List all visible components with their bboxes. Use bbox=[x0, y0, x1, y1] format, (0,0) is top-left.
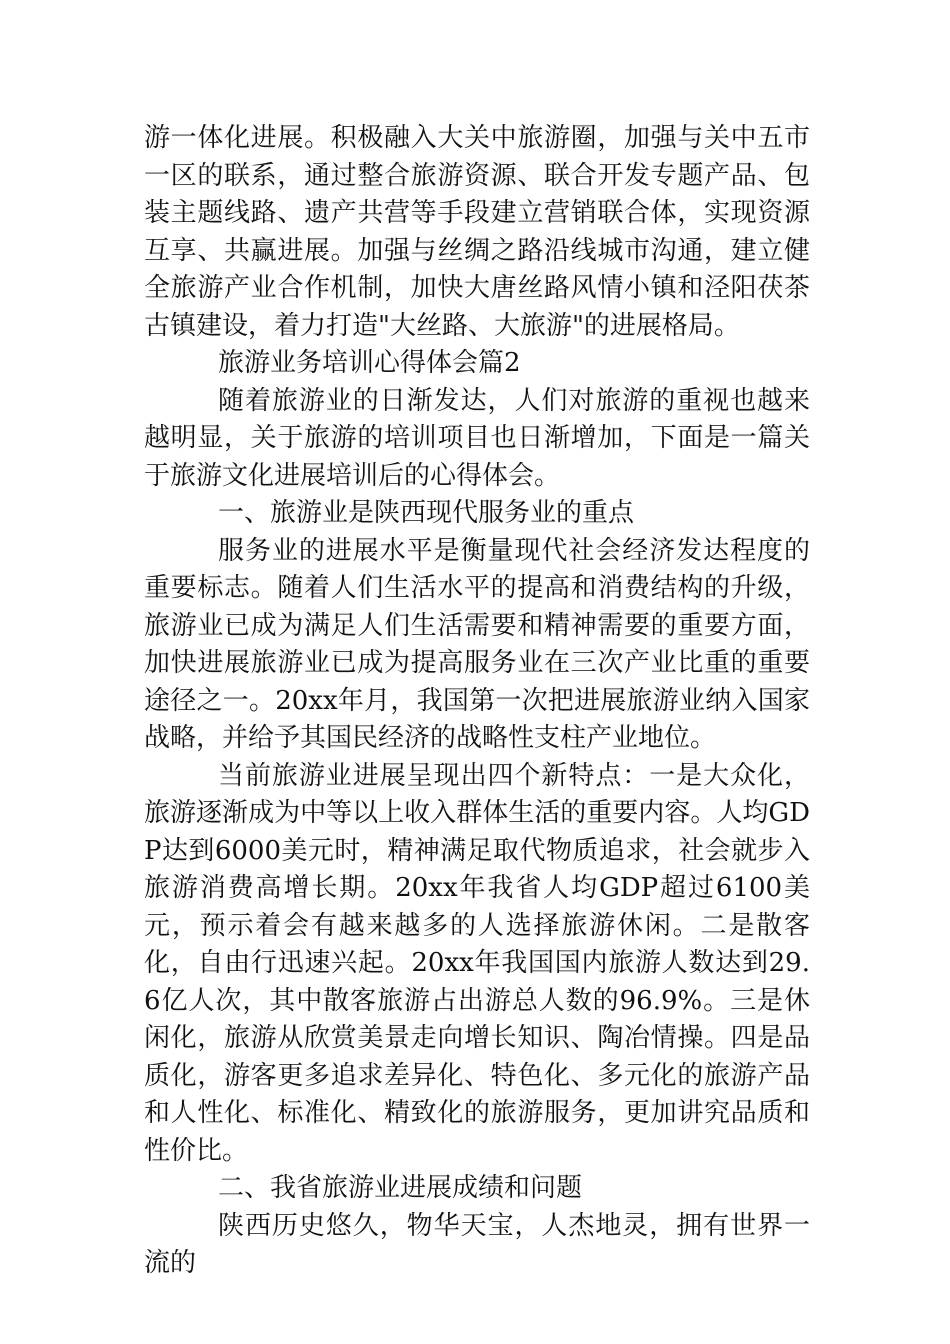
paragraph-shaanxi-history: 陕西历史悠久，物华天宝，人杰地灵，拥有世界一流的 bbox=[144, 1210, 810, 1278]
paragraph-service-industry: 服务业的进展水平是衡量现代社会经济发达程度的重要标志。随着人们生活水平的提高和消费结构的升级，旅游业已成为满足人们生活需要和精神需要的重要方面，加快进展旅游业已成为提高服务业在三次产业比重的重要途径之一。20xx年月，我国第一次把进展旅游业纳入国家战略，并给予其国民经济的战略性支柱产业地位。 bbox=[144, 535, 810, 753]
document-page bbox=[144, 120, 810, 1283]
paragraph-intro: 随着旅游业的日渐发达，人们对旅游的重视也越来越明显，关于旅游的培训项目也日渐增加，下面是一篇关于旅游文化进展培训后的心得体会。 bbox=[144, 385, 810, 491]
section-title: 旅游业务培训心得体会篇2 bbox=[218, 348, 521, 378]
paragraph-continuation: 游一体化进展。积极融入大关中旅游圈，加强与关中五市一区的联系，通过整合旅游资源、联合开发专题产品、包装主题线路、遗产共营等手段建立营销联合体，实现资源互享、共赢进展。加强与丝绸之路沿线城市沟通，建立健全旅游产业合作机制，加快大唐丝路风情小镇和泾阳茯茶古镇建设，着力打造"大丝路、大旅游"的进展格局。 bbox=[144, 123, 810, 341]
heading-one: 一、旅游业是陕西现代服务业的重点 bbox=[218, 498, 635, 528]
heading-two: 二、我省旅游业进展成绩和问题 bbox=[218, 1173, 583, 1203]
paragraph-four-features: 当前旅游业进展呈现出四个新特点：一是大众化，旅游逐渐成为中等以上收入群体生活的重要内容。人均GDP达到6000美元时，精神满足取代物质追求，社会就步入旅游消费高增长期。20xx年我省人均GDP超过6100美元，预示着会有越来越多的人选择旅游休闲。二是散客化，自由行迅速兴起。20xx年我国国内旅游人数达到29.6亿人次，其中散客旅游占出游总人数的96.9%。三是休闲化，旅游从欣赏美景走向增长知识、陶冶情操。四是品质化，游客更多追求差异化、特色化、多元化的旅游产品和人性化、标准化、精致化的旅游服务，更加讲究品质和性价比。 bbox=[144, 760, 810, 1166]
